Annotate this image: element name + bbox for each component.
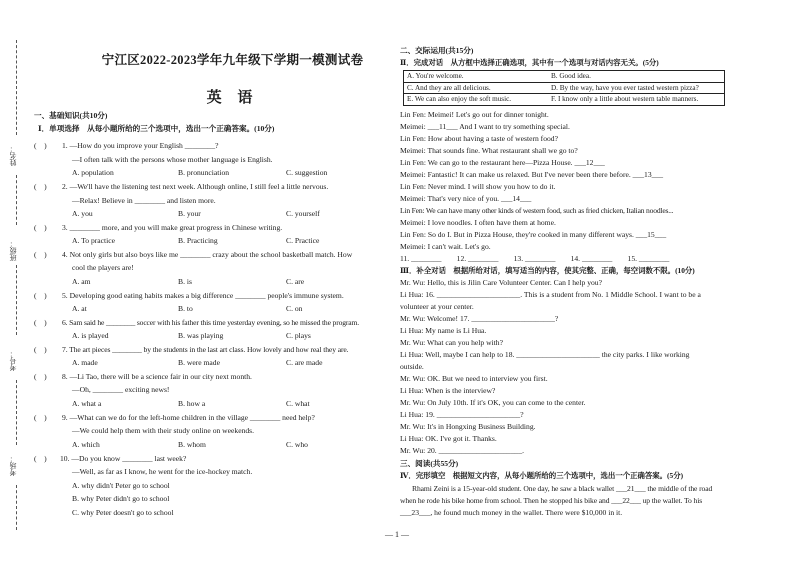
q9-paren[interactable]: ( ) [34, 413, 47, 422]
part3-heading: Ⅲ．补全对话 根据所给对话，填写适当的内容，使其完整、正确，每空词数不限。(10分) [400, 266, 695, 275]
part1-heading: Ⅰ．单项选择 从每小题所给的三个选项中，选出一个正确答案。(10分) [38, 124, 275, 133]
dialogue2-line: Mr. Wu: Hello, this is Jilin Care Volunteer Center. Can I help you? [400, 278, 602, 287]
dialogue-line: Meimei: I can't wait. Let's go. [400, 242, 491, 251]
class-label: 班级： [9, 240, 17, 261]
q2-paren[interactable]: ( ) [34, 182, 47, 191]
q5-paren[interactable]: ( ) [34, 291, 47, 300]
q9-stem: 9. —What can we do for the left-home children in the village ________ need help? [62, 413, 315, 422]
q4-stem: 4. Not only girls but also boys like me ________ crazy about the school basketball match. How [62, 250, 353, 259]
q1-stem: 1. —How do you improve your English ________? [62, 141, 219, 150]
passage-line: when he rode his bike home from school. Then he stopped his bike and ___22___ up the wallet. To his [400, 496, 703, 505]
q8-option-c[interactable]: C. what [286, 399, 310, 408]
dialogue-line: Meimei: Fantastic! It can make us relaxed. But I've never been there before. ___13___ [400, 170, 664, 179]
section2-heading: 二、交际运用(共15分) [400, 46, 474, 55]
q7-stem: 7. The art pieces ________ by the students in the last art class. How lovely and how real they are. [62, 345, 349, 354]
q5-stem: 5. Developing good eating habits makes a big difference ________ people's immune system. [62, 291, 344, 300]
dialogue-line: Lin Fen: How about having a taste of western food? [400, 134, 558, 143]
q8-option-b[interactable]: B. how a [178, 399, 206, 408]
q10-option-a[interactable]: A. why didn't Peter go to school [72, 481, 170, 490]
dialogue-line: Lin Fen: Never mind. I will show you how to do it. [400, 182, 556, 191]
binding-line-3 [16, 380, 17, 445]
q1-paren[interactable]: ( ) [34, 141, 47, 150]
q4-line2: cool the players are! [72, 263, 134, 272]
dialogue-line: Lin Fen: We can go to the restaurant here—Pizza House. ___12___ [400, 158, 605, 167]
q6-option-b[interactable]: B. was playing [178, 331, 224, 340]
dialogue2-line: Mr. Wu: On July 10th. If it's OK, you can come to the center. [400, 398, 586, 407]
part4-heading: Ⅳ．完形填空 根据短文内容，从每小题所给的三个选项中，选出一个正确答案。(5分) [400, 471, 684, 480]
q1-line2: —I often talk with the persons whose mother language is English. [72, 155, 273, 164]
q6-paren[interactable]: ( ) [34, 318, 47, 327]
q2-stem: 2. —We'll have the listening test next week. Although online, I still feel a little nervous. [62, 182, 329, 191]
section3-heading: 三、阅读(共55分) [400, 459, 459, 468]
q10-stem: 10. —Do you know ________ last week? [60, 454, 187, 463]
q1-option-c[interactable]: C. suggestion [286, 168, 328, 177]
q4-option-c[interactable]: C. are [286, 277, 305, 286]
binding-line-bottom [16, 485, 17, 530]
exam-room-label: 考场： [9, 455, 17, 476]
passage-line: Rhami Zeini is a 15-year-old student. One day, he saw a black wallet ___21___ the middle of the road [412, 484, 713, 493]
dialogue2-line: volunteer at your center. [400, 302, 474, 311]
page-number: — 1 — [385, 530, 409, 539]
option-b: B. Good idea. [548, 71, 725, 83]
q6-option-a[interactable]: A. is played [72, 331, 109, 340]
dialogue2-line: Li Hua: OK. I've got it. Thanks. [400, 434, 497, 443]
q5-option-a[interactable]: A. at [72, 304, 87, 313]
option-a: A. You're welcome. [404, 71, 548, 83]
answer-blanks-11-15[interactable]: 11. ________ 12. ________ 13. ________ 14. ________ 15. ________ [400, 254, 670, 263]
q2-option-a[interactable]: A. you [72, 209, 93, 218]
name-label: 姓名： [9, 145, 17, 166]
option-c: C. And they are all delicious. [404, 82, 548, 94]
q6-option-c[interactable]: C. plays [286, 331, 311, 340]
q5-option-c[interactable]: C. on [286, 304, 303, 313]
dialogue2-line-blank-18[interactable]: Li Hua: Well, maybe I can help to 18. ______________________ the city parks. I like working [400, 350, 690, 359]
q3-paren[interactable]: ( ) [34, 223, 47, 232]
q7-option-b[interactable]: B. were made [178, 358, 220, 367]
q9-line2: —We could help them with their study online on weekends. [72, 426, 255, 435]
dialogue-line: Lin Fen: Meimei! Let's go out for dinner tonight. [400, 110, 549, 119]
binding-line-1 [16, 175, 17, 225]
dialogue2-line-blank-20[interactable]: Mr. Wu: 20. ______________________. [400, 446, 525, 455]
q1-option-a[interactable]: A. population [72, 168, 114, 177]
q5-option-b[interactable]: B. to [178, 304, 193, 313]
dialogue2-line: Li Hua: When is the interview? [400, 386, 496, 395]
q9-option-a[interactable]: A. which [72, 440, 100, 449]
q7-option-c[interactable]: C. are made [286, 358, 323, 367]
q7-paren[interactable]: ( ) [34, 345, 47, 354]
q10-option-c[interactable]: C. why Peter doesn't go to school [72, 508, 174, 517]
q7-option-a[interactable]: A. made [72, 358, 98, 367]
subject-title: 英 语 [206, 90, 259, 106]
q9-option-b[interactable]: B. whom [178, 440, 206, 449]
q3-option-a[interactable]: A. To practice [72, 236, 115, 245]
binding-line-top [16, 40, 17, 135]
q6-stem: 6. Sam said he ________ soccer with his father this time yesterday evening, so he missed the program. [62, 318, 359, 327]
q8-line2: —Oh, ________ exciting news! [72, 385, 170, 394]
passage-line: ___23___, he found much money in the wallet. There were $10,000 in it. [400, 508, 623, 517]
q2-option-b[interactable]: B. your [178, 209, 201, 218]
dialogue-line: Meimei: I love noodles. I often have them at home. [400, 218, 556, 227]
dialogue2-line: Mr. Wu: What can you help with? [400, 338, 503, 347]
option-d: D. By the way, have you ever tasted western pizza? [548, 82, 725, 94]
q4-paren[interactable]: ( ) [34, 250, 47, 259]
exam-number-label: 考号： [9, 350, 17, 371]
q8-paren[interactable]: ( ) [34, 372, 47, 381]
q10-paren[interactable]: ( ) [34, 454, 47, 463]
dialogue2-line-blank-19[interactable]: Li Hua: 19. ______________________? [400, 410, 524, 419]
dialogue-line: Meimei: ___11___ And I want to try something special. [400, 122, 570, 131]
dialogue-line: Meimei: That sounds fine. What restaurant shall we go to? [400, 146, 578, 155]
q2-line2: —Relax! Believe in ________ and listen more. [72, 196, 216, 205]
q10-line2: —Well, as far as I know, he went for the ice-hockey match. [72, 467, 253, 476]
dialogue2-line: Mr. Wu: It's in Hongxing Business Building. [400, 422, 536, 431]
dialogue2-line-blank-17[interactable]: Mr. Wu: Welcome! 17. ______________________? [400, 314, 559, 323]
q10-option-b[interactable]: B. why Peter didn't go to school [72, 494, 170, 503]
dialogue-line: Meimei: That's very nice of you. ___14___ [400, 194, 532, 203]
q9-option-c[interactable]: C. who [286, 440, 308, 449]
dialogue-line: Lin Fen: We can have many other kinds of western food, such as fried chicken, Italian noodles... [400, 206, 674, 215]
q3-stem: 3. ________ more, and you will make great progress in Chinese writing. [62, 223, 283, 232]
option-e: E. We can also enjoy the soft music. [404, 94, 548, 106]
dialogue2-line-blank-16[interactable]: Li Hua: 16. ______________________. This is a student from No. 1 Middle School. I want to be a [400, 290, 701, 299]
q8-option-a[interactable]: A. what a [72, 399, 102, 408]
q2-option-c[interactable]: C. yourself [286, 209, 320, 218]
section1-heading: 一、基础知识(共10分) [34, 111, 108, 120]
q3-option-b[interactable]: B. Practicing [178, 236, 218, 245]
q4-option-a[interactable]: A. am [72, 277, 91, 286]
q4-option-b[interactable]: B. is [178, 277, 192, 286]
dialogue2-line: Li Hua: My name is Li Hua. [400, 326, 487, 335]
exam-title: 宁江区2022-2023学年九年级下学期一模测试卷 [101, 53, 364, 67]
options-box [403, 70, 725, 106]
binding-line-2 [16, 265, 17, 335]
dialogue2-line: outside. [400, 362, 424, 371]
q8-stem: 8. —Li Tao, there will be a science fair in our city next month. [62, 372, 252, 381]
dialogue-line: Lin Fen: So do I. But in Pizza House, they're cooked in many different ways. ___15___ [400, 230, 667, 239]
q1-option-b[interactable]: B. pronunciation [178, 168, 230, 177]
dialogue2-line: Mr. Wu: OK. But we need to interview you first. [400, 374, 548, 383]
option-f: F. I know only a little about western table manners. [548, 94, 725, 106]
q3-option-c[interactable]: C. Practice [286, 236, 320, 245]
part2-heading: Ⅱ．完成对话 从方框中选择正确选项，其中有一个选项与对话内容无关。(5分) [400, 58, 659, 67]
